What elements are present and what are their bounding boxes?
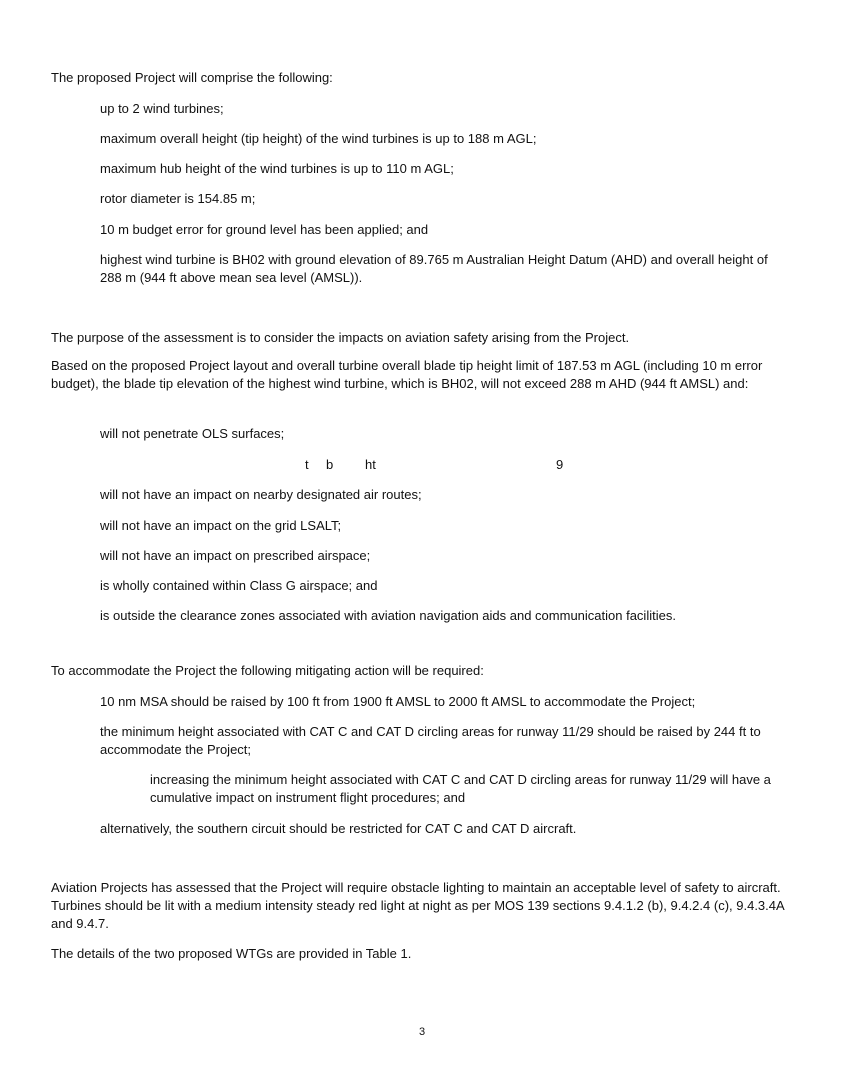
layout-paragraph: Based on the proposed Project layout and overall turbine overall blade tip height limit of 187.53 m AGL (including 10 m error budget), the blade tip elevation of the highest wind turbine, which is BH02, will not exceed 288 m AHD (944 ft AMSL) and:: [51, 358, 763, 391]
project-item: maximum hub height of the wind turbines is up to 110 m AGL;: [100, 161, 454, 176]
mitigation-item: alternatively, the southern circuit should be restricted for CAT C and CAT D aircraft.: [100, 821, 577, 836]
project-item: highest wind turbine is BH02 with ground elevation of 89.765 m Australian Height Datum (AHD) and overall height of 288 m (944 ft above mean sea level (AMSL)).: [100, 252, 768, 285]
project-item: maximum overall height (tip height) of the wind turbines is up to 188 m AGL;: [100, 131, 537, 146]
mitigation-subitem: increasing the minimum height associated with CAT C and CAT D circling areas for runway 11/29 will have a cumulative impact on instrument flight procedures; and: [150, 772, 771, 805]
impact-item: will not have an impact on nearby designated air routes;: [100, 487, 422, 502]
details-paragraph: The details of the two proposed WTGs are provided in Table 1.: [51, 946, 412, 961]
mitigation-item: the minimum height associated with CAT C and CAT D circling areas for runway 11/29 should be raised by 244 ft to accommodate the Project;: [100, 724, 761, 757]
project-item: rotor diameter is 154.85 m;: [100, 191, 256, 206]
purpose-paragraph: The purpose of the assessment is to consider the impacts on aviation safety arising from the Project.: [51, 330, 630, 345]
garbled-fragment: t: [305, 457, 309, 472]
page-number: 3: [418, 1026, 426, 1038]
mitigation-intro: To accommodate the Project the following mitigating action will be required:: [51, 663, 484, 678]
impact-item: will not penetrate OLS surfaces;: [100, 426, 285, 441]
project-item: 10 m budget error for ground level has been applied; and: [100, 222, 429, 237]
impact-item: is wholly contained within Class G airspace; and: [100, 578, 378, 593]
garbled-fragment: b: [326, 457, 334, 472]
garbled-fragment: ht: [365, 457, 376, 472]
lighting-paragraph: Aviation Projects has assessed that the Project will require obstacle lighting to maintain an acceptable level of safety to aircraft. Turbines should be lit with a medium intensity steady red light at night as per MOS 139 sections 9.4.1.2 (b), 9.4.2.4 (c), 9.4.3.4A and 9.4.7.: [51, 880, 784, 931]
project-item: up to 2 wind turbines;: [100, 101, 224, 116]
project-intro: The proposed Project will comprise the following:: [51, 70, 333, 85]
impact-item: is outside the clearance zones associated with aviation navigation aids and communication facilities.: [100, 608, 676, 623]
impact-item: will not have an impact on the grid LSALT;: [100, 518, 342, 533]
impact-item: will not have an impact on prescribed airspace;: [100, 548, 371, 563]
garbled-fragment: 9: [556, 457, 564, 472]
mitigation-item: 10 nm MSA should be raised by 100 ft from 1900 ft AMSL to 2000 ft AMSL to accommodate the Project;: [100, 694, 696, 709]
